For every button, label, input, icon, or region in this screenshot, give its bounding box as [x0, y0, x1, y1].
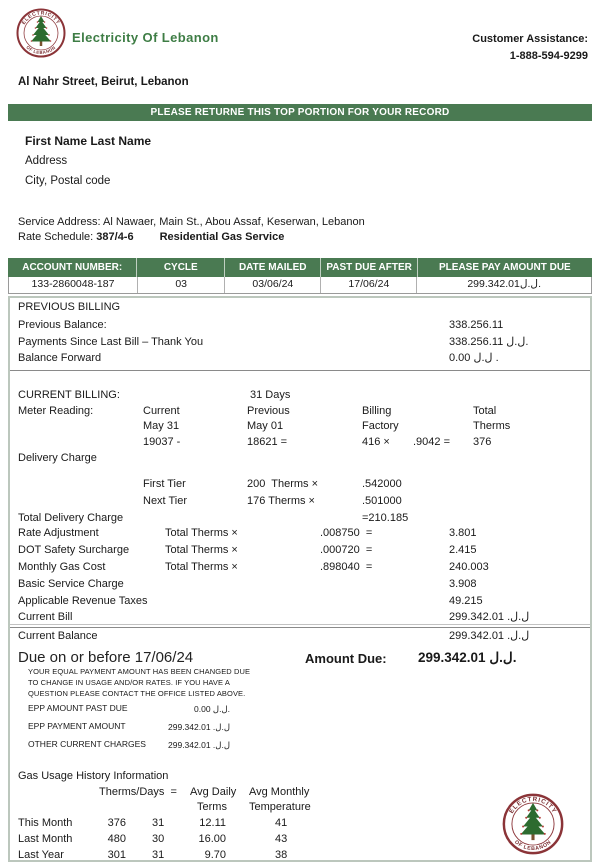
total-delivery-label: Total Delivery Charge: [18, 512, 124, 524]
billing-days: 31 Days: [250, 389, 291, 401]
meter-therms-label: Therms: [473, 420, 511, 432]
first-tier-qty: 200 Therms ×: [247, 478, 319, 490]
return-portion-banner: PLEASE RETURNE THIS TOP PORTION FOR YOUR RECORD: [8, 104, 592, 121]
current-bill-divider: [10, 627, 590, 628]
rate-adjustment-value: 3.801: [449, 527, 477, 539]
gas-row-last-month-therms: 480: [107, 833, 126, 845]
recipient-name: First Name Last Name: [25, 134, 152, 148]
recipient-address: Address: [25, 155, 68, 167]
meter-reading-label: Meter Reading:: [18, 405, 94, 417]
amount-due-value: 299.342.01 ل.ل.: [418, 650, 517, 665]
meter-total-therms: 376: [473, 436, 492, 448]
current-balance-value: 299.342.01 .ل.ل: [449, 630, 530, 642]
meter-col-total: Total: [473, 405, 497, 417]
rate-adjustment-basis: Total Therms ×: [165, 527, 238, 539]
total-delivery-value: =210.185: [362, 512, 409, 524]
gas-row-last-year-temp: 38: [275, 849, 288, 861]
other-charges-value: 299.342.01 .ل.ل: [168, 740, 230, 750]
dot-surcharge-value: 2.415: [449, 544, 477, 556]
meter-date-previous: May 01: [247, 420, 284, 432]
gas-row-this-month-days: 31: [152, 817, 165, 829]
previous-balance-value: 338.256.11: [449, 319, 504, 331]
current-bill-divider-light: [10, 624, 590, 625]
first-tier-label: First Tier: [143, 478, 186, 490]
gas-row-last-year-label: Last Year: [18, 849, 64, 861]
dot-surcharge-basis: Total Therms ×: [165, 544, 238, 556]
gas-row-this-month-temp: 41: [275, 817, 288, 829]
current-billing-title: CURRENT BILLING:: [18, 389, 120, 401]
gas-head-terms: Terms: [197, 801, 227, 813]
gas-row-this-month-therms: 376: [107, 817, 126, 829]
gas-head-therms-days: Therms/Days =: [99, 786, 177, 798]
revenue-taxes-label: Applicable Revenue Taxes: [18, 595, 148, 607]
balance-forward-label: Balance Forward: [18, 352, 102, 364]
dot-surcharge-label: DOT Safety Surcharge: [18, 544, 130, 556]
cycle-header: CYCLE: [136, 258, 224, 277]
account-summary-table: [8, 258, 592, 294]
rate-adjustment-rate: .008750 =: [320, 527, 373, 539]
rate-adjustment-label: Rate Adjustment: [18, 527, 99, 539]
account-table-value-row: [8, 277, 592, 294]
company-name: Electricity Of Lebanon: [72, 30, 219, 45]
past-due-after-value: 17/06/24: [320, 277, 416, 293]
amount-due-label: Amount Due:: [305, 651, 387, 666]
past-due-after-header: PAST DUE AFTER: [320, 258, 416, 277]
billing-details-box: [8, 296, 592, 862]
epp-notice-line-1: YOUR EQUAL PAYMENT AMOUNT HAS BEEN CHANGED DUE: [28, 667, 251, 676]
rate-schedule-label: Rate Schedule:: [18, 231, 97, 243]
first-tier-rate: .542000: [362, 478, 402, 490]
epp-payment-value: 299.342.01 .ل.ل: [168, 722, 230, 732]
current-balance-label: Current Balance: [18, 630, 98, 642]
next-tier-rate: .501000: [362, 495, 402, 507]
date-mailed-value: 03/06/24: [224, 277, 320, 293]
gas-head-temperature: Temperature: [249, 801, 311, 813]
customer-assistance-block: [472, 31, 588, 65]
company-seal-stamp: [502, 793, 564, 855]
monthly-gas-rate: .898040 =: [320, 561, 373, 573]
gas-row-this-month-label: This Month: [18, 817, 73, 829]
due-date-line: Due on or before 17/06/24: [18, 649, 194, 666]
epp-notice-line-2: TO CHANGE IN USAGE AND/OR RATES. IF YOU HAVE A: [28, 678, 231, 687]
balance-forward-value: 0.00 ل.ل .: [449, 352, 499, 364]
gas-history-title: Gas Usage History Information: [18, 770, 169, 782]
gas-row-last-month-days: 30: [152, 833, 165, 845]
section-divider: [10, 370, 590, 371]
rate-schedule-name: Residential Gas Service: [159, 231, 285, 243]
company-address: Al Nahr Street, Beirut, Lebanon: [18, 76, 189, 88]
monthly-gas-value: 240.003: [449, 561, 489, 573]
service-address: Service Address: Al Nawaer, Main St., Abou Assaf, Keserwan, Lebanon: [18, 216, 365, 228]
account-number-value: 133-2860048-187: [31, 278, 115, 290]
payments-value: 338.256.11 ل.ل.: [449, 336, 529, 348]
gas-row-last-year-avg: 9.70: [204, 849, 226, 861]
next-tier-label: Next Tier: [143, 495, 188, 507]
meter-reading-previous: 18621 =: [247, 436, 288, 448]
gas-head-avg-daily: Avg Daily: [190, 786, 237, 798]
current-bill-label: Current Bill: [18, 611, 73, 623]
next-tier-qty: 176 Therms ×: [247, 495, 315, 507]
rate-schedule: [18, 231, 284, 243]
customer-assistance-phone: 1-888-594-9299: [509, 50, 588, 62]
meter-col-current: Current: [143, 405, 180, 417]
cycle-value: 03: [137, 277, 224, 293]
gas-row-last-month-label: Last Month: [18, 833, 73, 845]
customer-assistance-label: Customer Assistance:: [472, 33, 588, 45]
gas-row-last-year-days: 31: [152, 849, 165, 861]
pay-amount-header: PLEASE PAY AMOUNT DUE: [417, 258, 592, 277]
epp-past-due-label: EPP AMOUNT PAST DUE: [28, 703, 128, 713]
recipient-city: City, Postal code: [25, 175, 111, 187]
meter-factor: .9042 =: [413, 436, 451, 448]
other-charges-label: OTHER CURRENT CHARGES: [28, 739, 146, 749]
date-mailed-header: DATE MAILED: [224, 258, 320, 277]
basic-service-value: 3.908: [449, 578, 477, 590]
meter-date-current: May 31: [143, 420, 180, 432]
meter-col-previous: Previous: [247, 405, 290, 417]
monthly-gas-basis: Total Therms ×: [165, 561, 238, 573]
meter-factory-label: Factory: [362, 420, 399, 432]
meter-usage: 416 ×: [362, 436, 390, 448]
epp-past-due-value: 0.00 ل.ل.: [194, 704, 230, 714]
gas-row-last-year-therms: 301: [107, 849, 126, 861]
rate-schedule-code: 387/4-6: [96, 231, 134, 243]
meter-reading-current: 19037 -: [143, 436, 181, 448]
epp-notice-line-3: QUESTION PLEASE CONTACT THE OFFICE LISTED ABOVE.: [28, 689, 246, 698]
gas-head-avg-monthly: Avg Monthly: [249, 786, 310, 798]
gas-row-last-month-avg: 16.00: [198, 833, 226, 845]
payments-label: Payments Since Last Bill – Thank You: [18, 336, 204, 348]
company-seal-logo: [16, 8, 66, 58]
pay-amount-value: 299.342.01ل.ل.: [416, 277, 591, 293]
account-table-header-row: [8, 258, 592, 277]
gas-row-this-month-avg: 12.11: [199, 817, 226, 829]
epp-payment-label: EPP PAYMENT AMOUNT: [28, 721, 126, 731]
meter-col-billing: Billing: [362, 405, 392, 417]
current-bill-value: 299.342.01 .ل.ل: [449, 611, 530, 623]
account-number-header: ACCOUNT NUMBER:: [22, 262, 123, 273]
revenue-taxes-value: 49.215: [449, 595, 483, 607]
gas-row-last-month-temp: 43: [275, 833, 288, 845]
previous-balance-label: Previous Balance:: [18, 319, 107, 331]
monthly-gas-label: Monthly Gas Cost: [18, 561, 106, 573]
previous-billing-title: PREVIOUS BILLING: [18, 301, 121, 313]
basic-service-label: Basic Service Charge: [18, 578, 124, 590]
delivery-charge-label: Delivery Charge: [18, 452, 97, 464]
dot-surcharge-rate: .000720 =: [320, 544, 373, 556]
